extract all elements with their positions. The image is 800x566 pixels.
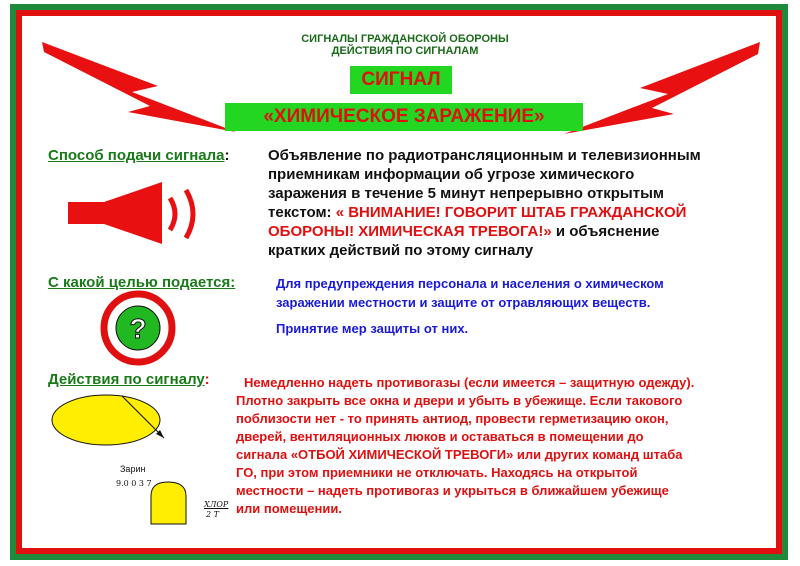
svg-text:?: ?: [129, 313, 147, 344]
actions-line-6: ГО, при этом приемники не отключать. Находясь на открытой: [236, 465, 638, 480]
method-line-2: приемникам информации об угрозе химического: [268, 166, 635, 183]
method-line-4: [268, 203, 686, 222]
header-line-2: ДЕЙСТВИЯ ПО СИГНАЛАМ: [331, 45, 479, 57]
chlorine-sub: 2 Т: [206, 510, 219, 519]
method-line-5: [268, 222, 660, 241]
actions-line-2: Плотно закрыть все окна и двери и убыть в убежище. Если такового: [236, 393, 683, 408]
actions-label: Действия по сигналу: [48, 371, 205, 388]
actions-label-row: [48, 371, 210, 389]
purpose-line-3: Принятие мер защиты от них.: [276, 321, 469, 336]
agent-numbers: 9.0 0 3 7: [116, 479, 152, 488]
method-label-row: [48, 146, 230, 165]
header-line-1: СИГНАЛЫ ГРАЖДАНСКОЙ ОБОРОНЫ: [301, 33, 509, 45]
purpose-line-2: заражении местности и защите от отравляющих веществ.: [276, 295, 651, 310]
method-line-5-end: и объяснение: [551, 223, 660, 240]
chlorine-label: ХЛОР: [204, 500, 229, 509]
signal-name: «ХИМИЧЕСКОЕ ЗАРАЖЕНИЕ»: [225, 103, 583, 131]
method-line-6: кратких действий по этому сигналу: [268, 242, 534, 259]
method-label: Способ подачи сигнала: [48, 147, 225, 164]
method-line-1: Объявление по радиотрансляционным и телевизионным: [268, 147, 701, 164]
purpose-label: С какой целью подается:: [48, 274, 236, 291]
method-line-4-start: текстом:: [268, 204, 336, 221]
method-line-3: заражения в течение 5 минут непрерывно открытым: [268, 185, 664, 202]
actions-line-1: Немедленно надеть противогазы (если имеется – защитную одежду).: [244, 375, 695, 390]
purpose-line-1: Для предупреждения персонала и населения о химическом: [276, 276, 664, 291]
agent-label: Зарин: [120, 464, 146, 474]
actions-line-7: местности – надеть противогаз и укрыться в ближайшем убежище: [236, 483, 669, 498]
actions-line-8: или помещении.: [236, 501, 342, 516]
actions-line-5: сигнала «ОТБОЙ ХИМИЧЕСКОЙ ТРЕВОГИ» или других команд штаба: [236, 447, 683, 462]
method-colon: :: [224, 147, 230, 164]
lightning-bolt-right-icon: [560, 28, 765, 138]
method-quote-1: « ВНИМАНИЕ! ГОВОРИТ ШТАБ ГРАЖДАНСКОЙ: [335, 204, 687, 221]
method-quote-2: ОБОРОНЫ! ХИМИЧЕСКАЯ ТРЕВОГА!»: [268, 223, 552, 240]
loudspeaker-icon: [64, 180, 224, 260]
question-sign-icon: [98, 290, 178, 370]
actions-line-4: дверей, вентиляционных люков и оставаться в помещении до: [236, 429, 644, 444]
actions-line-3: поблизости нет - то принять антиод, провести герметизацию окон,: [236, 411, 669, 426]
signal-title: СИГНАЛ: [350, 66, 452, 94]
actions-colon: :: [204, 371, 210, 388]
lightning-bolt-left-icon: [40, 28, 240, 138]
